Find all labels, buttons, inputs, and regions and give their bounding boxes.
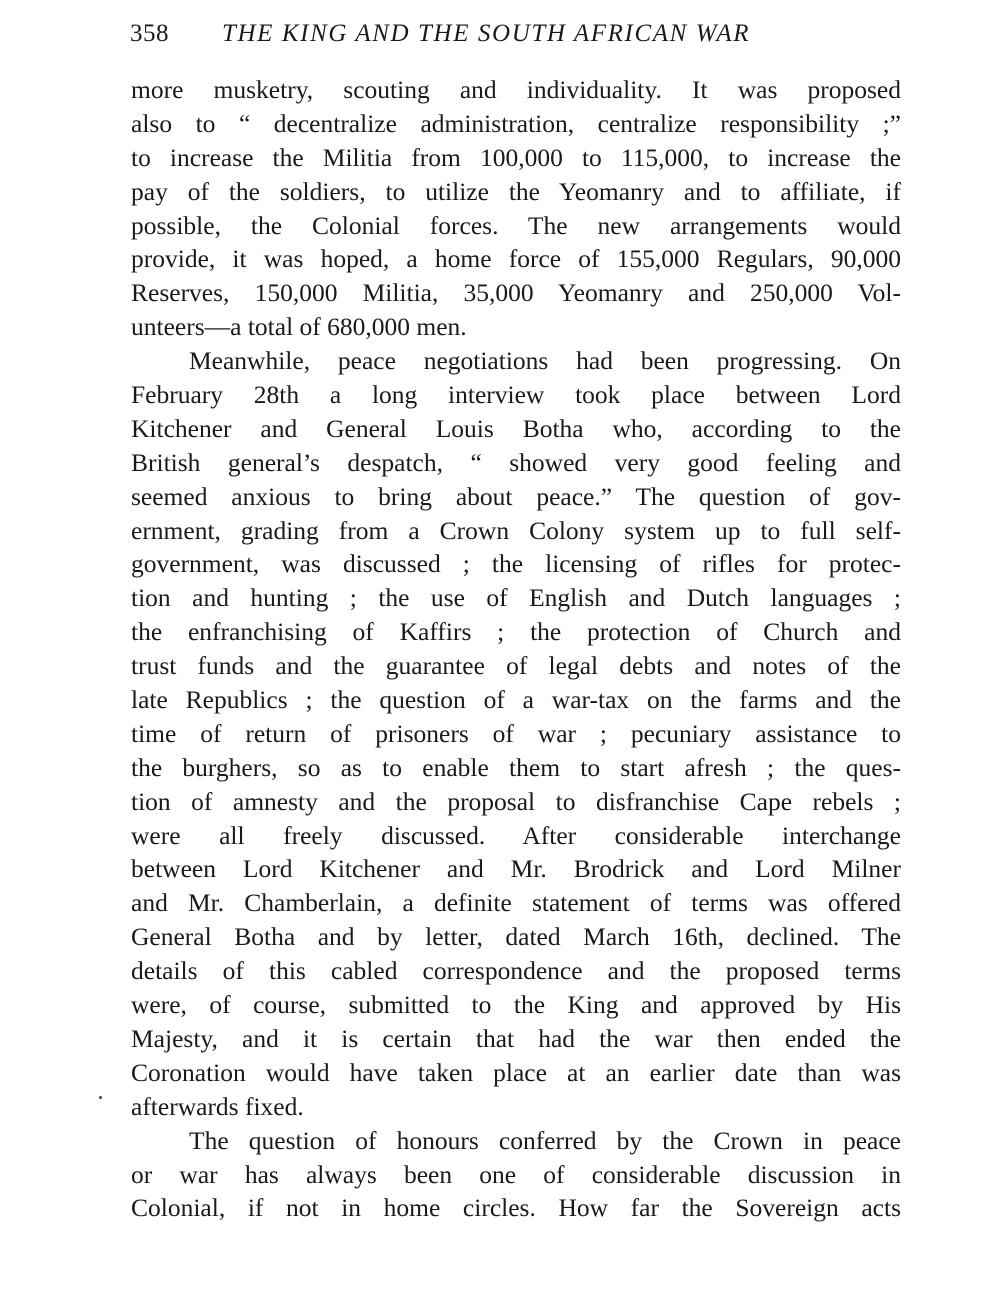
paragraph-army-reform <box>131 73 901 344</box>
text-line: afterwards fixed. <box>131 1091 304 1121</box>
text-line: the burghers, so as to enable them to start afresh ; the ques- <box>131 752 901 782</box>
text-line: General Botha and by letter, dated March 16th, declined. The <box>131 922 901 952</box>
text-line: tion and hunting ; the use of English and Dutch languages ; <box>131 583 901 613</box>
text-line: were, of course, submitted to the King and approved by His <box>131 990 901 1020</box>
text-line: were all freely discussed. After considerable interchange <box>131 820 901 850</box>
text-line: Kitchener and General Louis Botha who, according to the <box>131 413 901 443</box>
text-line: to increase the Militia from 100,000 to 115,000, to increase the <box>131 142 901 172</box>
page-number: 358 <box>130 20 169 47</box>
text-line: possible, the Colonial forces. The new arrangements would <box>131 210 901 240</box>
text-line: provide, it was hoped, a home force of 155,000 Regulars, 90,000 <box>131 244 901 274</box>
paragraph-peace-negotiations <box>131 344 901 1123</box>
text-line: unteers—a total of 680,000 men. <box>131 312 467 342</box>
text-line: seemed anxious to bring about peace.” The question of gov- <box>131 481 901 511</box>
paragraph-honours <box>131 1124 901 1226</box>
text-line: pay of the soldiers, to utilize the Yeomanry and to affiliate, if <box>131 176 901 206</box>
running-title: THE KING AND THE SOUTH AFRICAN WAR <box>222 20 751 47</box>
text-line: details of this cabled correspondence and the proposed terms <box>131 956 901 986</box>
text-line: more musketry, scouting and individuality. It was proposed <box>131 75 901 104</box>
text-line: government, was discussed ; the licensing of rifles for protec- <box>131 549 901 579</box>
text-line: or war has always been one of considerable discussion in <box>131 1159 901 1189</box>
text-line: and Mr. Chamberlain, a definite statement of terms was offered <box>131 888 901 918</box>
text-line: The question of honours conferred by the Crown in peace <box>189 1125 901 1155</box>
text-line: also to “ decentralize administration, centralize responsibility ;” <box>131 108 901 138</box>
text-line: Coronation would have taken place at an earlier date than was <box>131 1057 901 1087</box>
text-line: Majesty, and it is certain that had the war then ended the <box>131 1023 901 1053</box>
text-line: British general’s despatch, “ showed very good feeling and <box>131 447 901 477</box>
text-line: Meanwhile, peace negotiations had been progressing. On <box>189 346 901 376</box>
running-head <box>130 18 900 52</box>
text-line: February 28th a long interview took place between Lord <box>131 380 901 410</box>
text-line: time of return of prisoners of war ; pecuniary assistance to <box>131 718 901 748</box>
text-line: late Republics ; the question of a war-tax on the farms and the <box>131 685 901 715</box>
text-line: ernment, grading from a Crown Colony system up to full self- <box>131 515 901 545</box>
margin-speck <box>99 1096 102 1099</box>
text-line: trust funds and the guarantee of legal debts and notes of the <box>131 651 901 681</box>
body-text <box>131 73 901 1225</box>
text-line: Reserves, 150,000 Militia, 35,000 Yeomanry and 250,000 Vol- <box>131 278 901 308</box>
text-line: the enfranchising of Kaffirs ; the protection of Church and <box>131 617 901 647</box>
text-line: Colonial, if not in home circles. How far the Sovereign acts <box>131 1193 901 1223</box>
text-line: between Lord Kitchener and Mr. Brodrick and Lord Milner <box>131 854 901 884</box>
text-line: tion of amnesty and the proposal to disfranchise Cape rebels ; <box>131 786 901 816</box>
